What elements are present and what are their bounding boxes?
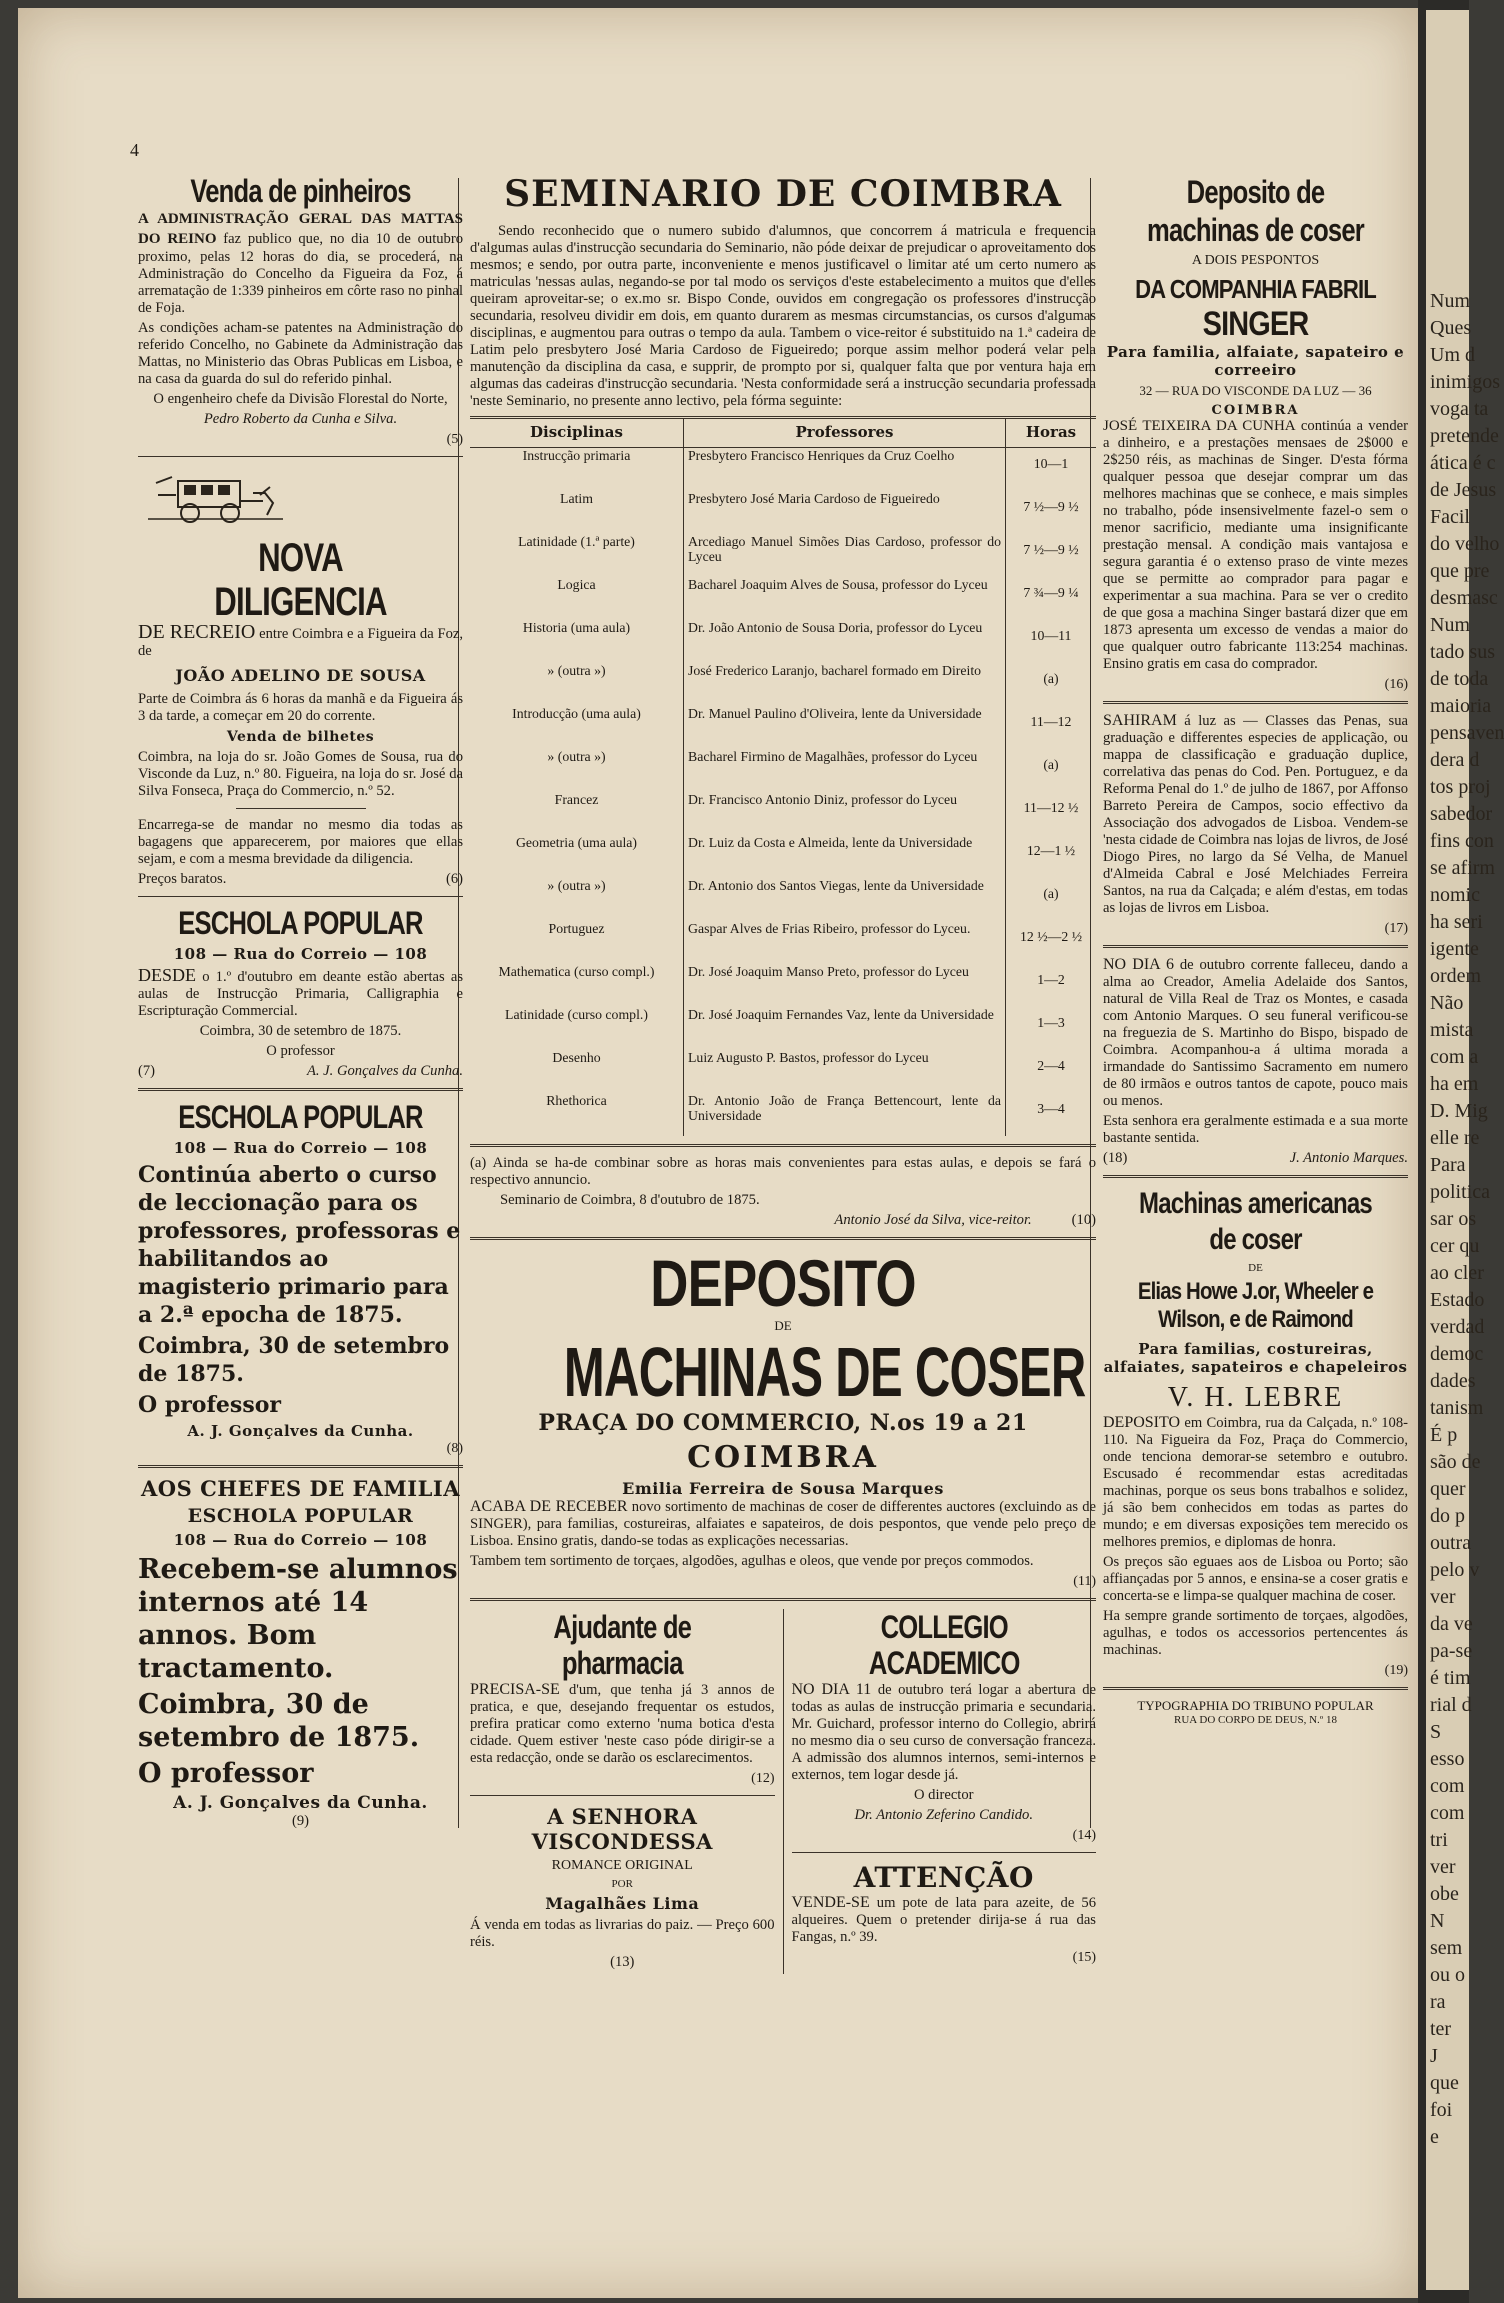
fragment-text: do p (1430, 1505, 1465, 1527)
professor-cell: Dr. Luiz da Costa e Almeida, lente da Universidade (684, 835, 1006, 878)
fragment-text: Um d (1430, 344, 1475, 366)
owner-name: JOÃO ADELINO DE SOUSA (175, 666, 426, 685)
ad-address: PRAÇA DO COMMERCIO, N.os 19 a 21 (538, 1409, 1028, 1436)
ad-body: Parte de Coimbra ás 6 horas da manhã e da Figueira ás 3 da tarde, a começar em 20 do corrente. (138, 691, 463, 724)
ad-signature: Dr. Antonio Zeferino Candido. (854, 1806, 1034, 1823)
hours-cell: 12—1 ½ (1026, 842, 1076, 858)
ad-date: Coimbra, 30 de setembro de 1875. (199, 1023, 402, 1039)
ad-title: Machinas americanas (1139, 1187, 1372, 1220)
table-row (470, 921, 1096, 964)
hours-cell: 1—2 (1037, 971, 1065, 987)
discipline-cell: Introducção (uma aula) (470, 706, 684, 749)
ad-title: Deposito de machinas de coser (1147, 174, 1364, 248)
discipline-cell: Geometria (uma aula) (470, 835, 684, 878)
ad-number: (8) (446, 1441, 463, 1456)
lead-text: DE RECREIO (138, 621, 256, 643)
ad-address: 108 — Rua do Correio — 108 (173, 1139, 428, 1157)
schedule-table (470, 416, 1096, 1136)
ad-number: (6) (445, 871, 463, 887)
notice-note: (a) Ainda se ha-de combinar sobre as horas mais convenientes para estas aulas, e depois se fará o respectivo annuncio. (470, 1154, 1096, 1188)
fragment-text: e (1430, 2126, 1439, 2148)
professor-cell: Arcediago Manuel Simões Dias Cardoso, professor do Lyceu (684, 534, 1006, 577)
notice-date: Seminario de Coimbra, 8 d'outubro de 1875. (500, 1191, 760, 1208)
ad-title: DA COMPANHIA FABRIL (1135, 274, 1376, 304)
hours-cell: 7 ½—9 ½ (1023, 541, 1079, 557)
fragment-text: tos proj (1430, 776, 1491, 798)
ad-body: Recebem-se alumnos internos até 14 annos. Bom tractamento. (138, 1554, 458, 1684)
next-page-edge (1418, 0, 1504, 2303)
ad-signature: O professor (138, 1758, 314, 1789)
hours-cell: (a) (1043, 670, 1059, 686)
fragment-text: dera d (1430, 749, 1480, 771)
table-row (470, 1093, 1096, 1136)
ad-city: COIMBRA (687, 1439, 879, 1475)
ad-escola-3 (138, 1476, 463, 1830)
table-header: Horas (1006, 418, 1097, 448)
discipline-cell: Latinidade (curso compl.) (470, 1007, 684, 1050)
table-row (470, 620, 1096, 663)
lead-text: DEPOSITO (1103, 1414, 1181, 1431)
ad-body: em Coimbra, rua da Calçada, n.º 108-110. Na Figueira da Foz, Praça do Commercio, onde tenciona demorar-se setembro e outubro. Escusado é recommendar estas acreditadas machinas, porque os seus bons trabalhos e solidez, já são bem conhecidos em todas as partes do mundo; e em diversas exposições tem merecido os melhores premios, e diplomas de honra. (1103, 1415, 1408, 1550)
ad-attencao (792, 1861, 1097, 1966)
table-header: Disciplinas (470, 418, 684, 448)
fragment-text: desmasc (1430, 587, 1498, 609)
fragment-text: quer (1430, 1478, 1466, 1500)
lead-text: DESDE (138, 965, 196, 985)
ad-deposito (470, 1245, 1096, 1590)
fragment-text: de toda (1430, 668, 1489, 690)
ad-number: (9) (291, 1813, 310, 1829)
ad-number: (18) (1103, 1150, 1128, 1166)
ad-body: Á venda em todas as livrarias do paiz. — Preço 600 réis. (470, 1916, 775, 1950)
ad-body: Esta senhora era geralmente estimada e a sua morte bastante sentida. (1103, 1113, 1408, 1146)
lead-text: NO DIA 11 (791, 1680, 872, 1698)
fragment-text: que (1430, 2072, 1459, 2094)
hours-cell: 2—4 (1037, 1057, 1065, 1073)
ad-title-connector: DE (774, 1317, 792, 1333)
ad-body: Ha sempre grande sortimento de torçaes, algodões, agulhas, e todos os accessorios pertencentes ás machinas. (1103, 1608, 1408, 1658)
professor-cell: Presbytero Francisco Henriques da Cruz Coelho (684, 447, 1006, 491)
notice-body: Sendo reconhecido que o numero subido d'alumnos, que concorrem á matricula e frequencia d'algumas aulas d'instrucção secundaria do Seminario, não póde deixar de prejudicar o aproveitamento dos mesmos; e sendo, por outra parte, inconveniente e menos justificavel o limitar até um certo numero as matriculas 'nessas aulas, negando-se por tal modo os serviços d'este estabelecimento a muitos que d'elles queiram aproveitar-se; o ex.mo sr. Bispo Conde, ouvidos em congregação os professores d'instrucção secundaria, resolveu dividir em dois, em quanto durarem as mesmas circumstancias, os cursos d'algumas disciplinas, e augmentou para outras o tempo da aula. Tambem o vice-reitor é substituido na 1.ª cadeira de Latim pelo presbytero José Maria Cardoso de Figueiredo; porque assim melhor poderá velar pela manutenção da disciplina da casa, e supprir, de prompto por si, qualquer falta que por ventura haja em algumas das cadeiras d'instrucção secundaria. 'Nesta conformidade será a instrucção secundaria professada 'neste Seminario, no presente anno lectivo, pela fórma seguinte: (470, 223, 1096, 409)
fragment-text: Não (1430, 992, 1464, 1014)
hours-cell: 12 ½—2 ½ (1019, 928, 1083, 944)
ad-signature: O professor (138, 1392, 281, 1418)
ad-number: (5) (446, 432, 463, 447)
discipline-cell: Latinidade (1.ª parte) (470, 534, 684, 577)
ad-signature: A. J. Gonçalves da Cunha. (187, 1422, 414, 1440)
lead-text: SAHIRAM (1103, 712, 1177, 729)
fragment-text: sar os (1430, 1208, 1477, 1230)
hours-cell: (a) (1043, 885, 1059, 901)
ad-subtitle: ROMANCE ORIGINAL (551, 1857, 693, 1873)
fragment-text: nomic (1430, 884, 1480, 906)
ad-collegio (792, 1609, 1097, 1844)
ad-author: Magalhães Lima (545, 1893, 700, 1913)
ad-address: 108 — Rua do Correio — 108 (173, 1531, 428, 1549)
ad-signature: A. J. Gonçalves da Cunha. (173, 1793, 428, 1813)
ad-singer (1103, 173, 1408, 693)
fragment-text: igente (1430, 938, 1479, 960)
fragment-text: Facil (1430, 506, 1470, 528)
seminario-notice (470, 173, 1096, 1229)
fragment-text: ou o (1430, 1964, 1465, 1986)
ad-americanas (1103, 1186, 1408, 1679)
ad-body: faz publico que, no dia 10 de outubro proximo, pelas 12 horas do dia, se procederá, na Administração do Concelho da Figueira da Foz, á arrematação de 1:339 pinheiros em côrte raso no pinhal de Foja. (138, 231, 463, 316)
ad-body: á luz as — Classes das Penas, sua graduação e differentes especies de applicação, ou mappa de classificação e graduação duplice, correlativa das penas do Cod. Pen. Portuguez, e da Reforma Penal do 1.º de julho de 1867, por Affonso Barreto Pereira de Campos, socio effectivo da Associação dos advogados de Lisboa. Vendem-se 'nesta cidade de Coimbra nas lojas de livros, de José Diogo Pires, no largo da Sé Velha, de Manuel d'Almeida Cabral e José Melchiades Ferreira Santos, na rua da Calçada; e além d'estas, em todas as lojas de livros em Lisboa. (1103, 713, 1408, 916)
ad-pinheiros (138, 173, 463, 448)
ad-body: entre Coimbra e a Figueira da Foz, de (138, 626, 463, 659)
column-left (138, 173, 463, 1833)
notice-number: (10) (1071, 1211, 1096, 1228)
fragment-text: politica (1430, 1181, 1490, 1203)
fragment-text: D. Mig (1430, 1100, 1488, 1122)
fragment-text: ter (1430, 2018, 1452, 2040)
ad-date: Coimbra, 30 de setembro de 1875. (138, 1689, 420, 1753)
column-right (1103, 173, 1408, 1726)
discipline-cell: » (outra ») (470, 878, 684, 921)
ad-number: (12) (751, 1770, 775, 1786)
page-marker: 4 (130, 140, 139, 160)
fragment-text: Estado (1430, 1289, 1485, 1311)
fragment-text: se afirm (1430, 857, 1495, 879)
ad-number: (7) (138, 1063, 156, 1079)
fragment-text: ao cler (1430, 1262, 1484, 1284)
professor-cell: Dr. José Joaquim Manso Preto, professor do Lyceu (684, 964, 1006, 1007)
fragment-text: S (1430, 1721, 1442, 1743)
fragment-text: dades (1430, 1370, 1476, 1392)
ad-date: Coimbra, 30 de setembro de 1875. (138, 1333, 450, 1387)
table-row (470, 447, 1096, 491)
fragment-text: É p (1430, 1424, 1458, 1446)
fragment-text: tri (1430, 1829, 1448, 1851)
fragment-text: tado sus (1430, 641, 1495, 663)
fragment-text: esso (1430, 1748, 1465, 1770)
notice-signature: Antonio José da Silva, vice-reitor. (834, 1211, 1032, 1228)
ad-signature: O director (913, 1786, 974, 1803)
hours-cell: 1—3 (1037, 1014, 1065, 1030)
ad-diligencia (138, 465, 463, 888)
ad-subtitle: Venda de bilhetes (226, 729, 375, 745)
table-row (470, 706, 1096, 749)
ad-penas (1103, 712, 1408, 937)
table-header: Professores (684, 418, 1006, 448)
fragment-text: pretende (1430, 425, 1499, 447)
printer-imprint (1103, 1698, 1408, 1726)
fragment-text: pa-se (1430, 1640, 1473, 1662)
ad-signature: J. Antonio Marques. (1289, 1150, 1408, 1166)
hours-cell: 7 ½—9 ½ (1023, 498, 1079, 514)
ad-title: NOVA DILIGENCIA (214, 536, 387, 624)
professor-cell: Dr. Antonio João de França Bettencourt, lente da Universidade (684, 1093, 1006, 1136)
fragment-text: democ (1430, 1343, 1484, 1365)
discipline-cell: Francez (470, 792, 684, 835)
professor-cell: José Frederico Laranjo, bacharel formado em Direito (684, 663, 1006, 706)
carriage-icon (138, 471, 288, 525)
professor-cell: Dr. Francisco Antonio Diniz, professor do Lyceu (684, 792, 1006, 835)
imprint-line: RUA DO CORPO DE DEUS, N.º 18 (1174, 1714, 1337, 1726)
professor-cell: Bacharel Firmino de Magalhães, professor do Lyceu (684, 749, 1006, 792)
ad-number: (17) (1384, 921, 1408, 936)
ad-title: COLLEGIO ACADEMICO (868, 1608, 1020, 1681)
fragment-text: com (1430, 1775, 1465, 1797)
fragment-text: maioria (1430, 695, 1492, 717)
ad-city: COIMBRA (1211, 403, 1300, 418)
fragment-text: Num (1430, 614, 1470, 636)
ad-signature: O engenheiro chefe da Divisão Florestal do Norte, (153, 391, 448, 407)
fragment-text: ordem (1430, 965, 1482, 987)
fragment-text: ra (1430, 1991, 1446, 2013)
hours-cell: 11—12 ½ (1023, 799, 1079, 815)
ad-body: novo sortimento de machinas de coser de differentes auctores (excluindo as de SINGER), para familias, costureiras, alfaiates e sapateiros, de dois pespontos, que vende pelo preço de Lisboa. Ensino gratis, dando-se todas as explicações necessarias. (470, 1498, 1096, 1549)
ad-ajudante (470, 1609, 775, 1787)
fragment-text: ver (1430, 1856, 1456, 1878)
table-row (470, 792, 1096, 835)
lead-text: ACABA DE RECEBER (470, 1497, 628, 1515)
table-row (470, 491, 1096, 534)
ad-title: Ajudante de pharmacia (553, 1608, 692, 1681)
ad-subtitle: A DOIS PESPONTOS (1191, 253, 1320, 268)
ad-body: As condições acham-se patentes na Administração do referido Concelho, no Gabinete da Administração das Mattas, no Ministerio das Obras Publicas em Lisboa, e na casa da guarda do sul do referido pinhal. (138, 320, 463, 387)
ad-body: d'um, que tenha já 3 annos de pratica, e que, desejando frequentar os estudos, prefira praticar como externo 'numa botica d'esta cidade. Quem estiver 'neste caso póde dirigir-se a esta redacção, onde se darão os esclarecimentos. (470, 1681, 775, 1766)
ad-body: o 1.º d'outubro em deante estão abertas as aulas de Instrucção Primaria, Calligraphia e Escripturação Commercial. (138, 969, 463, 1019)
fragment-text: pensaven (1430, 722, 1504, 744)
fragment-text: J (1430, 2045, 1438, 2067)
fragment-text: Para (1430, 1154, 1466, 1176)
ad-body: Coimbra, na loja do sr. João Gomes de Sousa, rua do Visconde da Luz, n.º 80. Figueira, na loja do sr. José da Silva Fonseca, Praça do Commercio, n.º 52. (138, 749, 463, 799)
table-row (470, 577, 1096, 620)
fragment-text: que pre (1430, 560, 1490, 582)
discipline-cell: Mathematica (curso compl.) (470, 964, 684, 1007)
ad-title-connector: DE (1248, 1262, 1263, 1274)
fragment-text: é tim (1430, 1667, 1471, 1689)
fragment-text: Num (1430, 290, 1470, 312)
table-row (470, 835, 1096, 878)
ad-body: Tambem tem sortimento de torçaes, algodões, agulhas e oleos, que vende por preços commodos. (470, 1552, 1034, 1569)
table-row (470, 1007, 1096, 1050)
ad-address: 108 — Rua do Correio — 108 (173, 945, 428, 963)
ad-title: ESCHOLA POPULAR (187, 1505, 414, 1527)
fragment-text: elle re (1430, 1127, 1480, 1149)
discipline-cell: Logica (470, 577, 684, 620)
ad-body: Os preços são eguaes aos de Lisboa ou Porto; são affiançadas por 5 annos, e ensina-se a coser gratis e concerta-se e limpa-se qualquer machina de coser. (1103, 1554, 1408, 1604)
fragment-text: cer qu (1430, 1235, 1480, 1257)
ad-title: ATTENÇÃO (853, 1860, 1034, 1894)
ad-title: DEPOSITO (650, 1245, 916, 1320)
ad-signature: A. J. Gonçalves da Cunha. (306, 1063, 463, 1079)
newspaper-page (18, 8, 1418, 2298)
lead-text: VENDE-SE (791, 1893, 870, 1911)
ad-body: um pote de lata para azeite, de 56 alqueires. Quem o pretender dirija-se á rua das Fangas, n.º 39. (791, 1894, 1096, 1945)
ad-body: continúa a vender a dinheiro, e a prestações mensaes de 2$000 e 2$250 réis, as machinas de Singer. D'esta fórma qualquer pessoa que desejar comprar um das melhores machinas que se conhece, e mais simples no trabalho, póde insensivelmente fazel-o sem o menor sacrificio, mediante uma insignificante prestação mensal. A condição mais vantajosa e segura garantia é o extenso praso de vinte mezes que se permitte ao comprador para pagar e experimentar a sua machina. Para se ver o credito de que gosa a machina Singer bastará dizer que em 1873 apresenta um excesso de vendas a maior do que qualquer outro fabricante 113:254 machinas. Ensino gratis em casa do comprador. (1103, 418, 1408, 672)
fragment-text: pelo v (1430, 1559, 1480, 1581)
notice-title: SEMINARIO DE COIMBRA (504, 173, 1062, 215)
ad-title: de coser (1209, 1223, 1302, 1256)
professor-cell: Dr. Manuel Paulino d'Oliveira, lente da Universidade (684, 706, 1006, 749)
fragment-text: obe (1430, 1883, 1459, 1905)
professor-cell: Presbytero José Maria Cardoso de Figueiredo (684, 491, 1006, 534)
ad-title: ESCHOLA POPULAR (178, 905, 423, 941)
fragment-text: de Jesus (1430, 479, 1497, 501)
owner-name: Emilia Ferreira de Sousa Marques (622, 1478, 944, 1498)
ad-by: POR (611, 1877, 633, 1890)
hours-cell: 11—12 (1030, 713, 1072, 729)
discipline-cell: Rhethorica (470, 1093, 684, 1136)
fragment-text: Ques (1430, 317, 1472, 339)
ad-title: AOS CHEFES DE FAMILIA (141, 1476, 460, 1501)
ad-number: (14) (1072, 1827, 1096, 1843)
lead-text: A ADMINISTRAÇÃO GERAL DAS MATTAS DO REINO (138, 211, 463, 247)
discipline-cell: Historia (uma aula) (470, 620, 684, 663)
fragment-text: do velho (1430, 533, 1500, 555)
fragment-text: da ve (1430, 1613, 1473, 1635)
hours-cell: 10—1 (1033, 455, 1069, 471)
ad-body: de outubro corrente falleceu, dando a alma ao Creador, Amelia Adelaide dos Santos, natural de Villa Real de Traz os Montes, e casada com Antonio Marques. O seu funeral verificou-se na freguezia de S. Martinho do Bispo, bispado de Coimbra. Acompanhou-a á ultima morada a irmandade do Santissimo Sacramento em numero de 80 irmãos e outros tantos de capote, pouco mais ou menos. (1103, 957, 1408, 1109)
hours-cell: 10—11 (1030, 627, 1072, 643)
fragment-text: mista (1430, 1019, 1474, 1041)
ad-address: 32 — RUA DO VISCONDE DA LUZ — 36 (1139, 383, 1372, 398)
ad-signature: O professor (266, 1043, 335, 1059)
fragment-text: com (1430, 1802, 1465, 1824)
ad-number: (11) (1073, 1573, 1096, 1589)
fragment-text: com a (1430, 1046, 1479, 1068)
ad-number: (13) (610, 1953, 635, 1970)
ad-number: (15) (1072, 1949, 1096, 1965)
fragment-text: tanism (1430, 1397, 1484, 1419)
discipline-cell: Desenho (470, 1050, 684, 1093)
fragment-text: ver (1430, 1586, 1456, 1608)
brand-name: SINGER (1202, 305, 1309, 343)
professor-cell: Luiz Augusto P. Bastos, professor do Lyceu (684, 1050, 1006, 1093)
fragment-text: são de (1430, 1451, 1481, 1473)
table-row (470, 964, 1096, 1007)
table-row (470, 1050, 1096, 1093)
ad-body: Preços baratos. (138, 871, 227, 887)
ad-title: ESCHOLA POPULAR (178, 1099, 423, 1135)
ad-number: (16) (1384, 677, 1408, 692)
fragment-text: outra (1430, 1532, 1472, 1554)
ad-number: (19) (1384, 1663, 1408, 1678)
discipline-cell: » (outra ») (470, 663, 684, 706)
fragment-text: verdad (1430, 1316, 1485, 1338)
fragment-text: sem (1430, 1937, 1463, 1959)
professor-cell: Dr. João Antonio de Sousa Doria, professor do Lyceu (684, 620, 1006, 663)
hours-cell: (a) (1043, 756, 1059, 772)
fragment-text: ática é c (1430, 452, 1496, 474)
professor-cell: Dr. José Joaquim Fernandes Vaz, lente da Universidade (684, 1007, 1006, 1050)
ad-audience: Para familia, alfaiate, sapateiro e correeiro (1106, 343, 1405, 379)
fragment-text: ha seri (1430, 911, 1483, 933)
discipline-cell: Portuguez (470, 921, 684, 964)
fragment-text: foi (1430, 2099, 1453, 2121)
fragment-text: fins con (1430, 830, 1494, 852)
discipline-cell: » (outra ») (470, 749, 684, 792)
professor-cell: Dr. Antonio dos Santos Viegas, lente da Universidade (684, 878, 1006, 921)
ad-title: A SENHORA VISCONDESSA (531, 1803, 713, 1854)
table-row (470, 749, 1096, 792)
ad-body: Continúa aberto o curso de leccionação para os professores, professoras e habilitandos ao magisterio primario para a 2.ª epocha de 1875. (138, 1162, 461, 1328)
lead-text: JOSÉ TEIXEIRA DA CUNHA (1103, 418, 1296, 434)
table-row (470, 663, 1096, 706)
professor-cell: Gaspar Alves de Frias Ribeiro, professor do Lyceu. (684, 921, 1006, 964)
ad-makers: Elias Howe J.or, Wheeler e Wilson, e de Raimond (1137, 1278, 1374, 1333)
fragment-text: rial d (1430, 1694, 1472, 1716)
seller-name: V. H. LEBRE (1167, 1382, 1344, 1413)
table-row (470, 878, 1096, 921)
fragment-text: inimigos (1430, 371, 1501, 393)
ad-title: MACHINAS DE COSER (563, 1332, 1086, 1411)
ad-body: Encarrega-se de mandar no mesmo dia todas as bagagens que apparecerem, por maiores que ellas sejam, e com a mesma brevidade da diligencia. (138, 817, 463, 867)
column-center (470, 173, 1096, 1974)
ad-audience: Para familias, costureiras, alfaiates, sapateiros e chapeleiros (1103, 1340, 1408, 1376)
ad-viscondessa (470, 1804, 775, 1971)
ad-escola-1 (138, 905, 463, 1080)
ad-escola-2 (138, 1099, 463, 1457)
discipline-cell: Latim (470, 491, 684, 534)
ad-signature: Pedro Roberto da Cunha e Silva. (203, 411, 398, 427)
ad-obito (1103, 956, 1408, 1167)
imprint-line: TYPOGRAPHIA DO TRIBUNO POPULAR (1137, 1698, 1374, 1713)
discipline-cell: Instrucção primaria (470, 447, 684, 491)
hours-cell: 7 ¾—9 ¼ (1023, 584, 1079, 600)
ad-body: de outubro terá logar a abertura de todas as aulas de instrucção primaria e secundaria. Mr. Guichard, professor interno do Collegio, abrirá no mesmo dia o seu curso de conversação franceza. A admissão dos alumnos internos, semi-internos e externos, tem logar desde já. (791, 1681, 1096, 1783)
fragment-text: N (1430, 1910, 1445, 1932)
professor-cell: Bacharel Joaquim Alves de Sousa, professor do Lyceu (684, 577, 1006, 620)
fragment-text: voga ta (1430, 398, 1489, 420)
fragment-text: ha em (1430, 1073, 1479, 1095)
ad-title: Venda de pinheiros (190, 173, 411, 209)
lead-text: PRECISA-SE (470, 1680, 560, 1698)
lead-text: NO DIA 6 (1103, 956, 1175, 973)
hours-cell: 3—4 (1037, 1100, 1065, 1116)
fragment-text: sabedor (1430, 803, 1493, 825)
table-row (470, 534, 1096, 577)
